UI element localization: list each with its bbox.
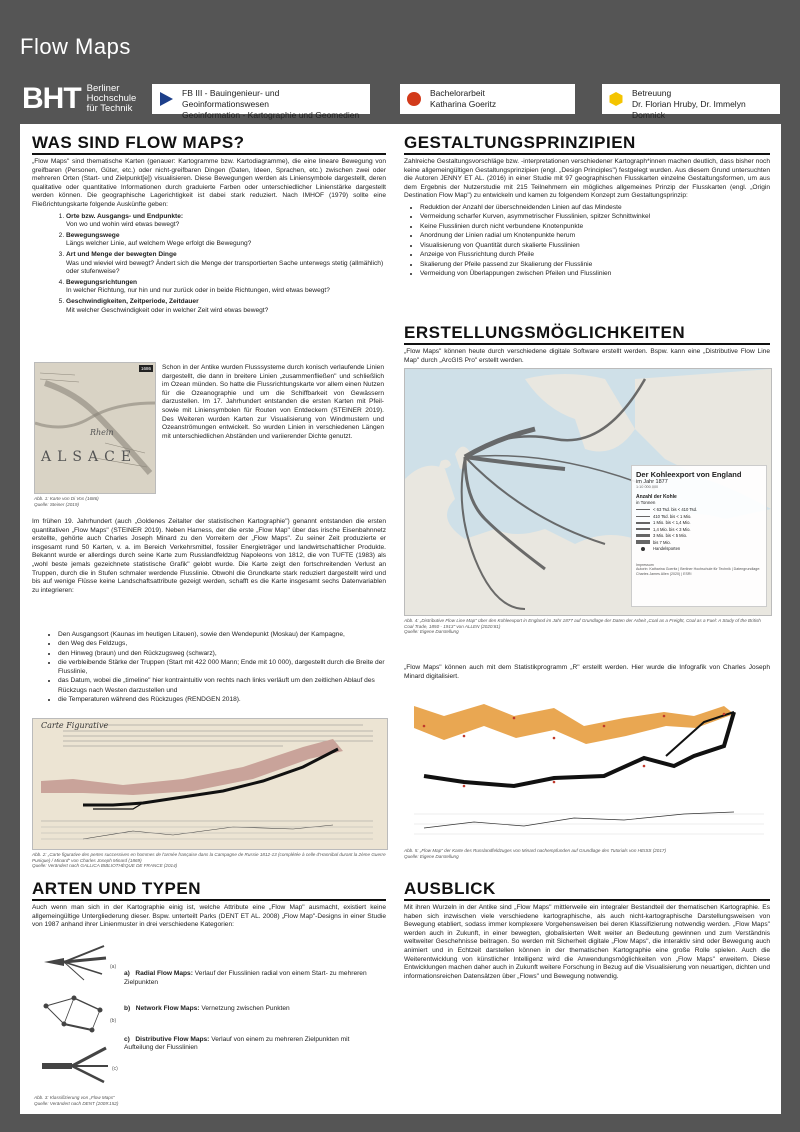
list-item: • Visualisierung von Quantität durch skalierte Flusslinien <box>420 241 770 251</box>
list-item: 2. Bewegungswege Längs welcher Linie, auf welchem Wege erfolgt die Bewegung? <box>66 232 386 249</box>
list-item: 1. Orte bzw. Ausgangs- und Endpunkte: Von wo und wohin wird etwas bewegt? <box>66 213 386 230</box>
list-item: • Den Ausgangsort (Kaunas im heutigen Litauen), sowie den Wendepunkt (Moskau) der Kampagne, <box>58 630 398 639</box>
types-list <box>124 970 374 1071</box>
faculty-box: FB III - Bauingenieur- und Geoinformationswesen Geoinformation - Kartographie und Geomedien <box>152 84 370 114</box>
year-badge: 1686 <box>140 366 151 371</box>
r-intro: „Flow Maps" können auch mit dem Statistikprogramm „R" erstellt werden. Hier wurde die Infografik von Charles Joseph Minard digitalisiert. <box>404 664 770 680</box>
list-item: 5. Geschwindigkeiten, Zeitperiode, Zeitdauer Mit welcher Geschwindigkeit oder in welcher Zeit wird etwas bewegt? <box>66 298 386 315</box>
flow-types-svg <box>34 938 124 1088</box>
logo-letters: BHT <box>22 82 81 115</box>
supervisor-box: Betreuung Dr. Florian Hruby, Dr. Immelyn Domnick <box>602 84 780 114</box>
software-intro: „Flow Maps" können heute durch verschiedene digitale Software erstellt werden. Bspw. kann eine „Distributive Flow Line Map" durch „ArcGIS Pro" erstellt werden. <box>404 348 770 364</box>
section-arten <box>32 880 386 930</box>
types-intro: Auch wenn man sich in der Kartographie einig ist, welche Attribute eine „Flow Map" ausmacht, existiert keine allgemeingültige Untergliederung dieser. Bspw. unterteilt Parks (DENT ET AL. 2008) „Flow Map"-Designs in einer Studie von 1987 anhand ihrer Linienmuster in drei verschiedene Kategorien: <box>32 904 386 929</box>
r-minard-chart <box>404 686 770 846</box>
figure-caption: Abb. 2: „Carte figurative des pertes successives en hommes de l'armée française dans la Campagne de Russie 1812-13 (complétée à celle d'Hannibal durant la 2ème Guerre Punique) / Minard" von Charles Joseph Minard (1869) Quelle: Verändert nach GALLICA BIBLIOTHÈQUE DE FRANCE (2014) <box>32 852 386 869</box>
section-ausblick <box>404 880 770 981</box>
poster-body <box>20 124 781 1114</box>
list-item: 4. Bewegungsrichtungen In welcher Richtung, nur hin und nur zurück oder in beide Richtungen, wird etwas bewegt? <box>66 279 386 296</box>
map-legend: Der Kohleexport von England im Jahr 1877 1:10 000 000 Anzahl der Kohle in Tonnen < 63 Tsd. bis < 410 Tsd. 410 Tsd. bis < 1 Mio. 1 Mio. bis < 1,4 Mio. 1,4 Mio. bis < 3 Mio. 3 Mio. bis < 5 Mio. bis 7 Mio. Handelsporten Impressum Autorin: Katharina Goeritz | Berliner Hochschule für Technik | Datengrundlage: Charles James Allen (2020) | ESRI <box>631 465 767 607</box>
minard-text: Im frühen 19. Jahrhundert (auch „Goldenes Zeitalter der statistischen Kartographie") genannt entstanden die ersten quantitativen „Flow Maps" (STEINER 2019). Neben Harness, der die erste „Flow Map" über das irische Eisenbahnnetz erstellte, gehörte auch Charles Joseph Minard zu den Vorreitern der „Flow Maps". Zu seiner Zeit produzierte er insgesamt rund 50 Karten, v. a. im Bereich Verkehrsmittel, fossiler Energieträger und landwirtschaftlicher Produkte. Bekannt wurde er allerdings durch seine Karte zum Russlandfeldzug Napoleons von 1812, die von TUFTE (1983) als „wohl beste jemals gezeichnete statistische Grafik" gelobt wurde. Die Karte zeigt den fortschreitenden Verlust an Truppen, durch die in Stufen schmaler werdende Flusslinie. Obwohl die Grundkarte stark reduziert dargestellt wird und bis auf wenige Flüsse keine Landschaftsattribute gezeigt werden, schafft es die Karte insgesamt sechs Datenvariablen zu integrieren: <box>32 518 386 594</box>
history-text: Schon in der Antike wurden Flusssysteme durch konisch verlaufende Linien dargestellt, die dann in breitere Linien „zusammenfließen" und schließlich im Ozean münden. So hatte die Flussrichtungskarte vor allem einen Nutzen für die Ozeanographie und um die Schiffbarkeit von Gewässern darzustellen. Im 17. Jahrhundert entstanden die ersten Karten mit Pfeil- sowie mit Liniensymbolen für Routen von Entdeckern (STEINER 2019). Des Weiteren wurden Karten zur Visualisierung von Windmustern und Ozeanströmungen entwickelt. So wurden Linien in verschiedenen Längen mit unterschiedlichen Abständen und variierender Dichte genutzt. <box>162 364 384 440</box>
principles-intro: Zahlreiche Gestaltungsvorschläge bzw. -interpretationen verschiedener Kartograph*innen machen deutlich, dass bisher noch keine allgemeingültigen Gestaltungsprinzipien (engl. „Design Principles") festgelegt wurden. Aus diesem Grund untersuchten die Autoren JENNY ET AL. (2016) in einer Studie mit 97 geographischen Flusskarten einzelne Gestaltungsformen, um aus dem Ergebnis der Nutzerstudie mit 215 Teilnehmern ein mögliches allgemeines Prinzip der Flusskarten (engl. „Origin Destination Flow Map") zu entwickeln und kamen zu folgendem Konzept zum Gestaltungsprinzip: <box>404 158 770 200</box>
type-distributive: c) Distributive Flow Maps: Verlauf von einem zu mehreren Zielpunkten mit Aufteilung der Flusslinien <box>124 1035 350 1052</box>
section-title: ERSTELLUNGSMÖGLICHKEITEN <box>404 324 770 345</box>
section-title: WAS SIND FLOW MAPS? <box>32 134 386 155</box>
section-title: AUSBLICK <box>404 880 770 901</box>
svg-text:(b): (b) <box>110 1018 117 1024</box>
figure-5 <box>404 686 770 859</box>
list-item: • das Datum, wobei die „timeline" hier kontraintuitiv von rechts nach links verläuft um den zeitlichen Ablauf des Rückzugs nach Westen darzustellen und <box>58 676 398 695</box>
figure-caption: Abb. 1: Karte von Di Vos (1686) Quelle: Steiner (2019) <box>34 496 99 507</box>
section-was-sind <box>32 134 386 317</box>
figure-caption: Abb. 5: „Flow Map" der Karte des Russlandfeldzuges von Minard nachempfunden auf Grundlage des Tutorials von HEISS (2017) Quelle: Eigene Darstellung <box>404 848 667 859</box>
list-item: • Skalierung der Pfeile passend zur Skalierung der Flusslinie <box>420 260 770 270</box>
section-title: GESTALTUNGSPRINZIPIEN <box>404 134 770 155</box>
alsace-map-svg <box>35 363 155 493</box>
section-gestaltung <box>404 134 770 279</box>
poster-title: Flow Maps <box>20 34 131 59</box>
principles-list <box>404 203 770 279</box>
minard-map <box>32 718 388 850</box>
svg-text:(a): (a) <box>110 964 117 970</box>
blue-triangle-icon <box>158 91 174 107</box>
bht-logo <box>22 82 136 116</box>
minard-title: Carte Figurative <box>41 721 109 730</box>
list-item: • Anzeige von Flussrichtung durch Pfeile <box>420 250 770 260</box>
legend-classes: < 63 Tsd. bis < 410 Tsd. 410 Tsd. bis < 1 Mio. 1 Mio. bis < 1,4 Mio. 1,4 Mio. bis < 3 Mio. 3 Mio. bis < 5 Mio. bis 7 Mio. Handelsporten <box>636 507 762 553</box>
minard-variables <box>32 630 398 704</box>
figure-4 <box>404 368 770 635</box>
thesis-box: Bachelorarbeit Katharina Goeritz <box>400 84 575 114</box>
imhof-list <box>32 213 386 316</box>
figure-1 <box>34 362 154 507</box>
list-item: • Reduktion der Anzahl der überschneidenden Linien auf das Mindeste <box>420 203 770 213</box>
list-item: • Vermeidung von Überlappungen zwischen Pfeilen und Flusslinien <box>420 269 770 279</box>
type-network: b) Network Flow Maps: Vernetzung zwischen Punkten <box>124 1005 290 1013</box>
list-item: • Keine Flusslinien durch nicht verbundene Knotenpunkte <box>420 222 770 232</box>
section-title: ARTEN UND TYPEN <box>32 880 386 901</box>
figure-2 <box>32 718 386 869</box>
alsace-label: ALSACE <box>41 449 138 465</box>
list-item: 3. Art und Menge der bewegten Dinge Was und wieviel wird bewegt? Ändert sich die Menge der transportierten Sache unterwegs stetig (allmählich) oder stufenweise? <box>66 251 386 277</box>
minard-map-svg <box>33 719 387 849</box>
red-circle-icon <box>406 91 422 107</box>
outlook-text: Mit ihren Wurzeln in der Antike sind „Flow Maps" mittlerweile ein integraler Bestandteil der thematischen Kartographie. Es haben sich inzwischen viele verschiedene kartographische, als auch nicht-kartographische Darstellungsweisen von Bewegung etabliert, sodass immer komplexere Vorgehensweisen bei deren Klassifizierung notwendig werden. „Flow Maps" werden auch in Zukunft, in einer bewegten, globalisierten Welt weiter an Bedeutung gewinnen und zum Verständnis weltweiter Geschehnisse beitragen. So werden mit Sicherheit digitale „Flow Maps", die interaktiv sind oder Bewegung auch animiert und in Echtzeit darstellen können in der thematischen Kartographie eine große Rolle spielen. Auch die Weiterentwicklung von künstlicher Intelligenz wird die Anwendungsmöglichkeiten von „Flow Maps" erweitern. Diese Entwicklungen machen daher auch in Zukunft weitere Forschung in Bezug auf die Visualisierung von neuartigen, dichten und informationsreichen Datensätzen über „Flows" und Bewegung notwendig. <box>404 904 770 980</box>
logo-text: Berliner Hochschule für Technik <box>86 83 137 114</box>
coal-export-map <box>404 368 772 616</box>
section-erstellung <box>404 324 770 365</box>
svg-text:Rhein: Rhein <box>90 428 114 437</box>
list-item: • den Weg des Feldzugs, <box>58 639 398 648</box>
list-item: • die Temperaturen während des Rückzuges (RENDGEN 2018). <box>58 695 398 704</box>
yellow-hexagon-icon <box>608 91 624 107</box>
alsace-map <box>34 362 156 494</box>
list-item: • Anordnung der Linien radial um Knotenpunkte herum <box>420 231 770 241</box>
svg-text:(c): (c) <box>112 1066 118 1072</box>
list-item: • die verbleibende Stärke der Truppen (Start mit 422 000 Mann; Ende mit 10 000), dargestellt durch die Breite der Flusslinie, <box>58 658 398 677</box>
type-radial: a) Radial Flow Maps: Verlauf der Flusslinien radial von einem Start- zu mehreren Zielpunkten <box>124 970 367 986</box>
figure-caption: Abb. 3: Klassifizierung von „Flow Maps" Quelle: Verändert nach DENT (2009:152) <box>34 1095 119 1106</box>
figure-3 <box>34 938 124 1106</box>
list-item: • Vermeidung scharfer Kurven, asymmetrischer Flusslinien, spitzer Schnittwinkel <box>420 212 770 222</box>
list-item: • den Hinweg (braun) und den Rückzugsweg (schwarz), <box>58 649 398 658</box>
intro-text: „Flow Maps" sind thematische Karten (genauer: Kartogramme bzw. Kartodiagramme), die eine lineare Bewegung von greifbaren (Personen, Güter, etc.) oder nicht-greifbaren Dingen (Daten, Ideen, Sprachen, etc.) zwischen zwei oder mehreren Orten (Start- und Zielpunkt[e]) visualisieren. Diese Bewegungen werden als Liniensymbole dargestellt, deren qualitative oder quantitative Informationen durch graduierte Farben oder unterschiedlicher Linienstärke dargestellt werden können. Die geographische Lagerichtigkeit ist dabei stark reduziert. Nach IMHOF (1979) sollte eine Fließrichtungskarte folgende Auskünfte geben: <box>32 158 386 208</box>
figure-caption: Abb. 4: „Distributive Flow Line Map" über den Kohleexport in England im Jahr 1877 auf Grundlage der Daten der Arbeit „Coal as a Freight, Coal as a Fuel: A Study of the British Coal Trade, 1850 - 1913" von ALLEN (2020:81) Quelle: Eigene Darstellung <box>404 618 761 635</box>
r-minard-svg <box>404 686 770 846</box>
